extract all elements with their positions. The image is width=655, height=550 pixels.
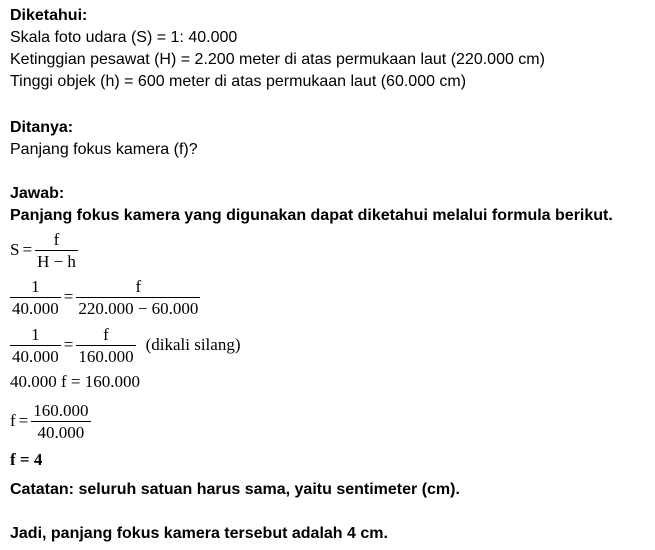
eq1-equals: = [22,240,33,259]
eq3-left-fraction [10,325,61,366]
eq1-denominator: H − h [37,251,76,271]
eq2-right-denominator: 220.000 − 60.000 [78,298,199,318]
equation-result [10,449,42,471]
equation-scale-formula [10,228,78,272]
eq1-fraction [35,230,78,271]
eq5-equals: = [18,411,29,430]
eq2-left-numerator: 1 [31,276,40,296]
eq5-numerator: 160.000 [33,400,89,420]
note-text: Catatan: seluruh satuan harus sama, yaitu sentimeter (cm). [10,481,460,498]
equation-cross-multiplied [10,371,140,393]
eq2-equals: = [63,287,74,306]
eq3-right-denominator: 160.000 [78,346,134,366]
eq3-left-numerator: 1 [31,324,40,344]
known-heading: Diketahui: [10,7,88,24]
eq3-right-numerator: f [103,324,109,344]
equation-substitution [10,275,200,319]
eq3-equals: = [63,335,74,354]
eq5-denominator: 40.000 [37,422,85,442]
eq6-text: f = 4 [10,450,43,469]
eq1-lhs: S [10,240,20,259]
known-line-altitude: Ketinggian pesawat (H) = 2.200 meter di atas permukaan laut (220.000 cm) [10,51,545,68]
eq2-left-denominator: 40.000 [12,298,59,318]
eq1-numerator: f [53,229,60,249]
eq2-right-fraction [76,277,200,318]
eq3-left-denominator: 40.000 [12,346,59,366]
eq4-text: 40.000 f = 160.000 [10,372,140,391]
answer-intro: Panjang fokus kamera yang digunakan dapat diketahui melalui formula berikut. [10,207,613,224]
known-line-scale: Skala foto udara (S) = 1: 40.000 [10,29,238,46]
answer-heading: Jawab: [10,185,65,202]
eq3-right-fraction [76,325,135,366]
eq5-lhs: f [10,411,16,430]
equation-solve-f [10,399,91,443]
eq3-note: (dikali silang) [145,335,241,354]
eq5-fraction [31,401,90,442]
eq2-right-numerator: f [135,276,142,296]
known-line-object-height: Tinggi objek (h) = 600 meter di atas permukaan laut (60.000 cm) [10,73,467,90]
eq2-left-fraction [10,277,61,318]
asked-line: Panjang fokus kamera (f)? [10,141,198,158]
equation-simplified [10,323,241,367]
asked-heading: Ditanya: [10,119,74,136]
conclusion-text: Jadi, panjang fokus kamera tersebut adalah 4 cm. [10,525,388,542]
